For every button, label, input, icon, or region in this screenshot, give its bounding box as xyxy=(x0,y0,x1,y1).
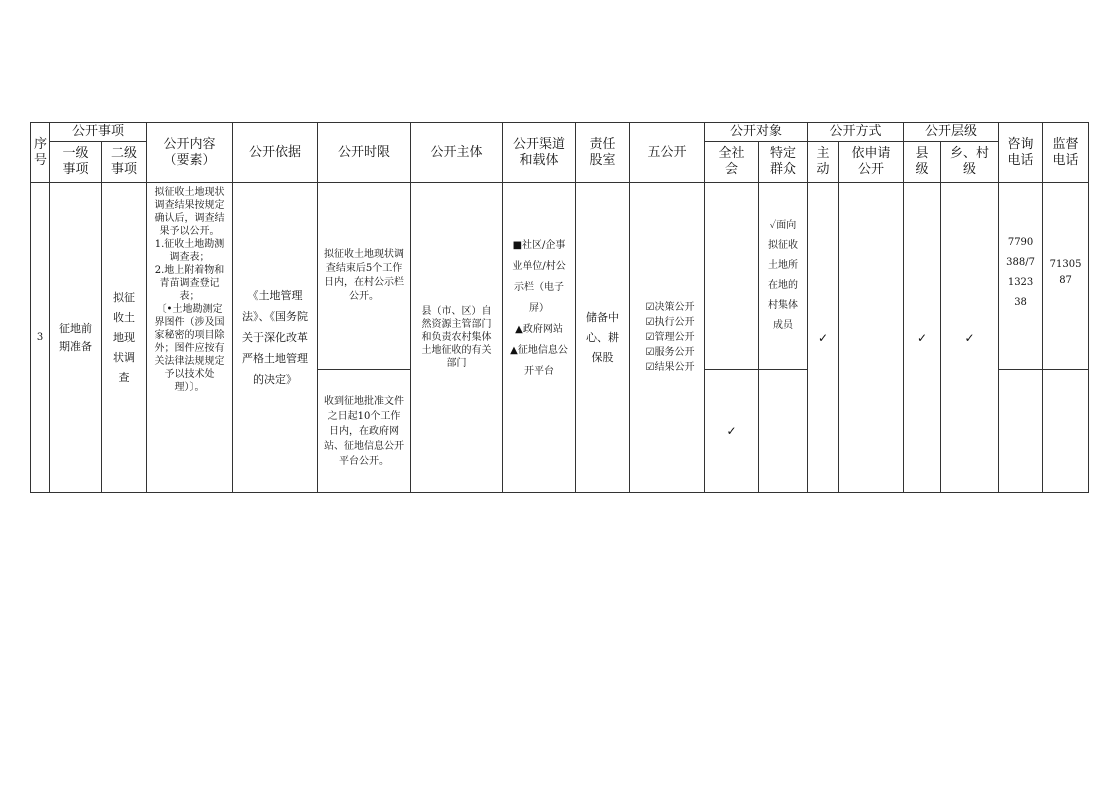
header-channel: 公开渠道 和载体 xyxy=(503,123,576,183)
row-basis: 《土地管理法》、《国务院关于深化改革严格土地管理的决定》 xyxy=(233,183,318,493)
header-level: 公开层级 xyxy=(904,123,999,142)
row-level-village: ✓ xyxy=(941,183,999,493)
row-target-specific: ✓面向拟征收土地所在地的村集体成员 xyxy=(759,183,808,370)
row-supervise-phone: 7130587 xyxy=(1043,183,1089,370)
row-level2: 拟征 收土 地现 状调 查 xyxy=(102,183,147,493)
header-level-county: 县 级 xyxy=(904,142,941,183)
header-subject: 公开主体 xyxy=(411,123,503,183)
row-time-limit-1: 拟征收土地现状调查结束后5个工作日内，在村公示栏公开。 xyxy=(318,183,411,370)
row-target-specific-bottom xyxy=(759,370,808,493)
header-target: 公开对象 xyxy=(705,123,808,142)
row-method-active: ✓ xyxy=(808,183,839,493)
header-level2: 二级 事项 xyxy=(102,142,147,183)
header-method-active: 主 动 xyxy=(808,142,839,183)
row-subject: 县（市、区）自然资源主管部门和负责农村集体土地征收的有关部门 xyxy=(411,183,503,493)
header-dept: 责任 股室 xyxy=(576,123,630,183)
row-time-limit-2: 收到征地批准文件之日起10个工作日内，在政府网站、征地信息公开平台公开。 xyxy=(318,370,411,493)
header-public-item: 公开事项 xyxy=(50,123,147,142)
header-level-village: 乡、村 级 xyxy=(941,142,999,183)
disclosure-table xyxy=(30,122,1089,493)
row-seq: 3 xyxy=(31,183,50,493)
header-content: 公开内容 （要素） xyxy=(147,123,233,183)
row-dept: 储备中心、耕保股 xyxy=(576,183,630,493)
row-level1: 征地前 期准备 xyxy=(50,183,102,493)
row-level-county: ✓ xyxy=(904,183,941,493)
row-target-all-top xyxy=(705,183,759,370)
header-method-request: 依申请 公开 xyxy=(839,142,904,183)
row-consult-phone: 7790388/7132338 xyxy=(999,183,1043,370)
header-level1: 一级 事项 xyxy=(50,142,102,183)
header-target-all: 全社 会 xyxy=(705,142,759,183)
header-supervise-phone: 监督 电话 xyxy=(1043,123,1089,183)
row-consult-phone-bottom xyxy=(999,370,1043,493)
header-method: 公开方式 xyxy=(808,123,904,142)
row-supervise-phone-bottom xyxy=(1043,370,1089,493)
row-content: 拟征收土地现状调查结果按规定确认后，调查结果予以公开。 1.征收土地勘测调查表； 2.地上附着物和青苗调查登记表； 〔•土地勘测定界图件（涉及国家秘密的项目除外；图件应按有关法律法规规定予以技术处理）〕。 xyxy=(147,183,233,493)
row-channel: ■社区/企事业单位/村公示栏（电子屏） ▲政府网站 ▲征地信息公开平台 xyxy=(503,183,576,493)
header-seq: 序号 xyxy=(31,123,50,183)
row-method-request xyxy=(839,183,904,493)
row-target-all: ✓ xyxy=(705,370,759,493)
row-five-open: ☑决策公开 ☑执行公开 ☑管理公开 ☑服务公开 ☑结果公开 xyxy=(630,183,705,493)
header-consult-phone: 咨询 电话 xyxy=(999,123,1043,183)
header-target-specific: 特定 群众 xyxy=(759,142,808,183)
header-time-limit: 公开时限 xyxy=(318,123,411,183)
header-five-open: 五公开 xyxy=(630,123,705,183)
header-basis: 公开依据 xyxy=(233,123,318,183)
